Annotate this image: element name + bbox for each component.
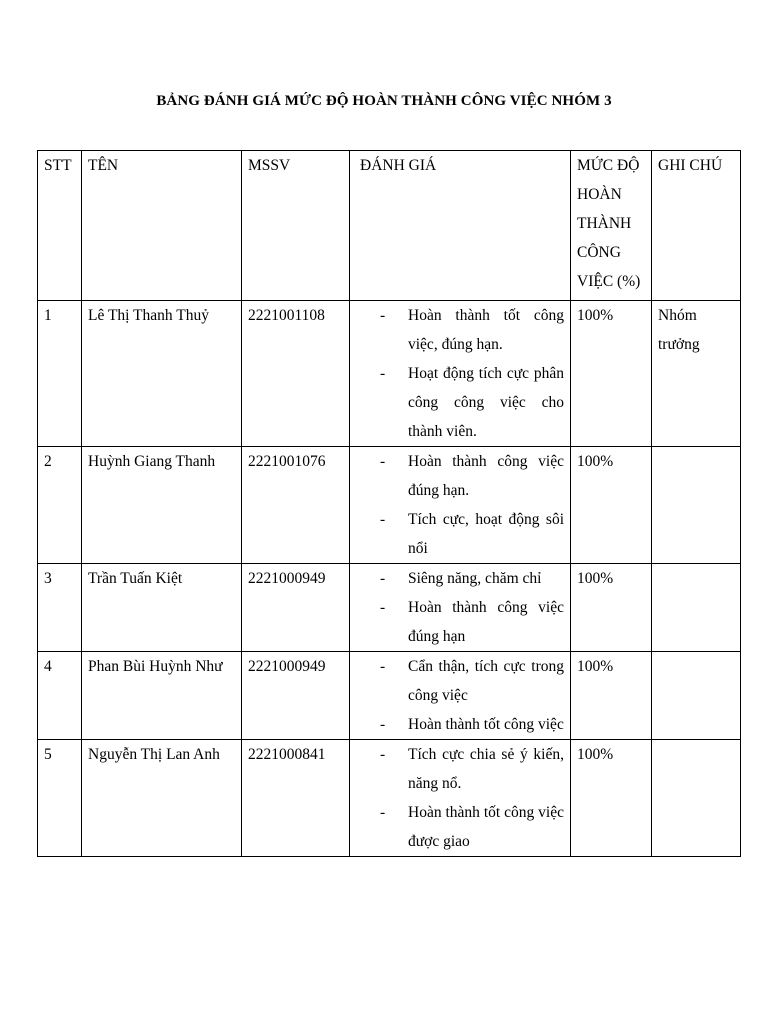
- eval-text: Cẩn thận, tích cực trong công việc: [408, 658, 564, 704]
- bullet-dash: -: [380, 365, 386, 382]
- eval-text: Hoạt động tích cực phân công công việc cho thành viên.: [408, 365, 564, 440]
- bullet-dash: -: [380, 307, 386, 324]
- eval-item: [380, 593, 564, 651]
- bullet-dash: -: [380, 570, 386, 587]
- cell-note: Nhóm trưởng: [652, 301, 741, 447]
- header-note: GHI CHÚ: [652, 151, 741, 301]
- bullet-dash: -: [380, 658, 386, 675]
- cell-eval: [350, 447, 571, 564]
- cell-eval: [350, 740, 571, 857]
- eval-list: [356, 740, 564, 856]
- table-row: [38, 301, 741, 447]
- cell-stt: 5: [38, 740, 82, 857]
- cell-mssv: 2221001076: [242, 447, 350, 564]
- cell-note: [652, 652, 741, 740]
- table-row: [38, 564, 741, 652]
- header-eval: ĐÁNH GIÁ: [350, 151, 571, 301]
- cell-eval: [350, 652, 571, 740]
- eval-text: Tích cực chia sẻ ý kiến, năng nổ.: [408, 746, 564, 792]
- eval-text: Hoàn thành công việc đúng hạn.: [408, 453, 564, 499]
- eval-item: [380, 301, 564, 359]
- eval-item: [380, 359, 564, 446]
- header-completion: MỨC ĐỘ HOÀN THÀNH CÔNG VIỆC (%): [571, 151, 652, 301]
- eval-item: [380, 564, 564, 593]
- eval-text: Hoàn thành tốt công việc được giao: [408, 804, 564, 850]
- bullet-dash: -: [380, 746, 386, 763]
- bullet-dash: -: [380, 511, 386, 528]
- cell-mssv: 2221000949: [242, 652, 350, 740]
- table-row: [38, 447, 741, 564]
- cell-name: Phan Bùi Huỳnh Như: [82, 652, 242, 740]
- eval-list: [356, 564, 564, 651]
- table-row: [38, 652, 741, 740]
- cell-stt: 2: [38, 447, 82, 564]
- eval-list: [356, 301, 564, 446]
- cell-completion: 100%: [571, 652, 652, 740]
- eval-text: Hoàn thành công việc đúng hạn: [408, 599, 564, 645]
- eval-item: [380, 740, 564, 798]
- header-stt: STT: [38, 151, 82, 301]
- eval-text: Tích cực, hoạt động sôi nổi: [408, 511, 564, 557]
- header-mssv: MSSV: [242, 151, 350, 301]
- bullet-dash: -: [380, 599, 386, 616]
- header-row: [38, 151, 741, 301]
- table-body: [38, 301, 741, 857]
- cell-name: Trần Tuấn Kiệt: [82, 564, 242, 652]
- bullet-dash: -: [380, 716, 386, 733]
- bullet-dash: -: [380, 804, 386, 821]
- cell-mssv: 2221001108: [242, 301, 350, 447]
- cell-note: [652, 447, 741, 564]
- bullet-dash: -: [380, 453, 386, 470]
- cell-name: Lê Thị Thanh Thuỷ: [82, 301, 242, 447]
- cell-completion: 100%: [571, 564, 652, 652]
- cell-note: [652, 740, 741, 857]
- cell-name: Huỳnh Giang Thanh: [82, 447, 242, 564]
- eval-text: Hoàn thành tốt công việc: [408, 716, 564, 733]
- cell-completion: 100%: [571, 740, 652, 857]
- document-title: BẢNG ĐÁNH GIÁ MỨC ĐỘ HOÀN THÀNH CÔNG VIỆC NHÓM 3: [156, 93, 612, 109]
- eval-item: [380, 652, 564, 710]
- cell-mssv: 2221000949: [242, 564, 350, 652]
- header-name: TÊN: [82, 151, 242, 301]
- cell-mssv: 2221000841: [242, 740, 350, 857]
- evaluation-table: [37, 150, 741, 857]
- eval-list: [356, 652, 564, 739]
- eval-item: [380, 505, 564, 563]
- cell-completion: 100%: [571, 301, 652, 447]
- eval-text: Hoàn thành tốt công việc, đúng hạn.: [408, 307, 564, 353]
- eval-item: [380, 798, 564, 856]
- eval-item: [380, 447, 564, 505]
- table-row: [38, 740, 741, 857]
- cell-stt: 1: [38, 301, 82, 447]
- eval-item: [380, 710, 564, 739]
- eval-list: [356, 447, 564, 563]
- cell-stt: 3: [38, 564, 82, 652]
- eval-text: Siêng năng, chăm chỉ: [408, 570, 542, 587]
- cell-note: [652, 564, 741, 652]
- cell-eval: [350, 301, 571, 447]
- cell-completion: 100%: [571, 447, 652, 564]
- cell-stt: 4: [38, 652, 82, 740]
- cell-eval: [350, 564, 571, 652]
- cell-name: Nguyễn Thị Lan Anh: [82, 740, 242, 857]
